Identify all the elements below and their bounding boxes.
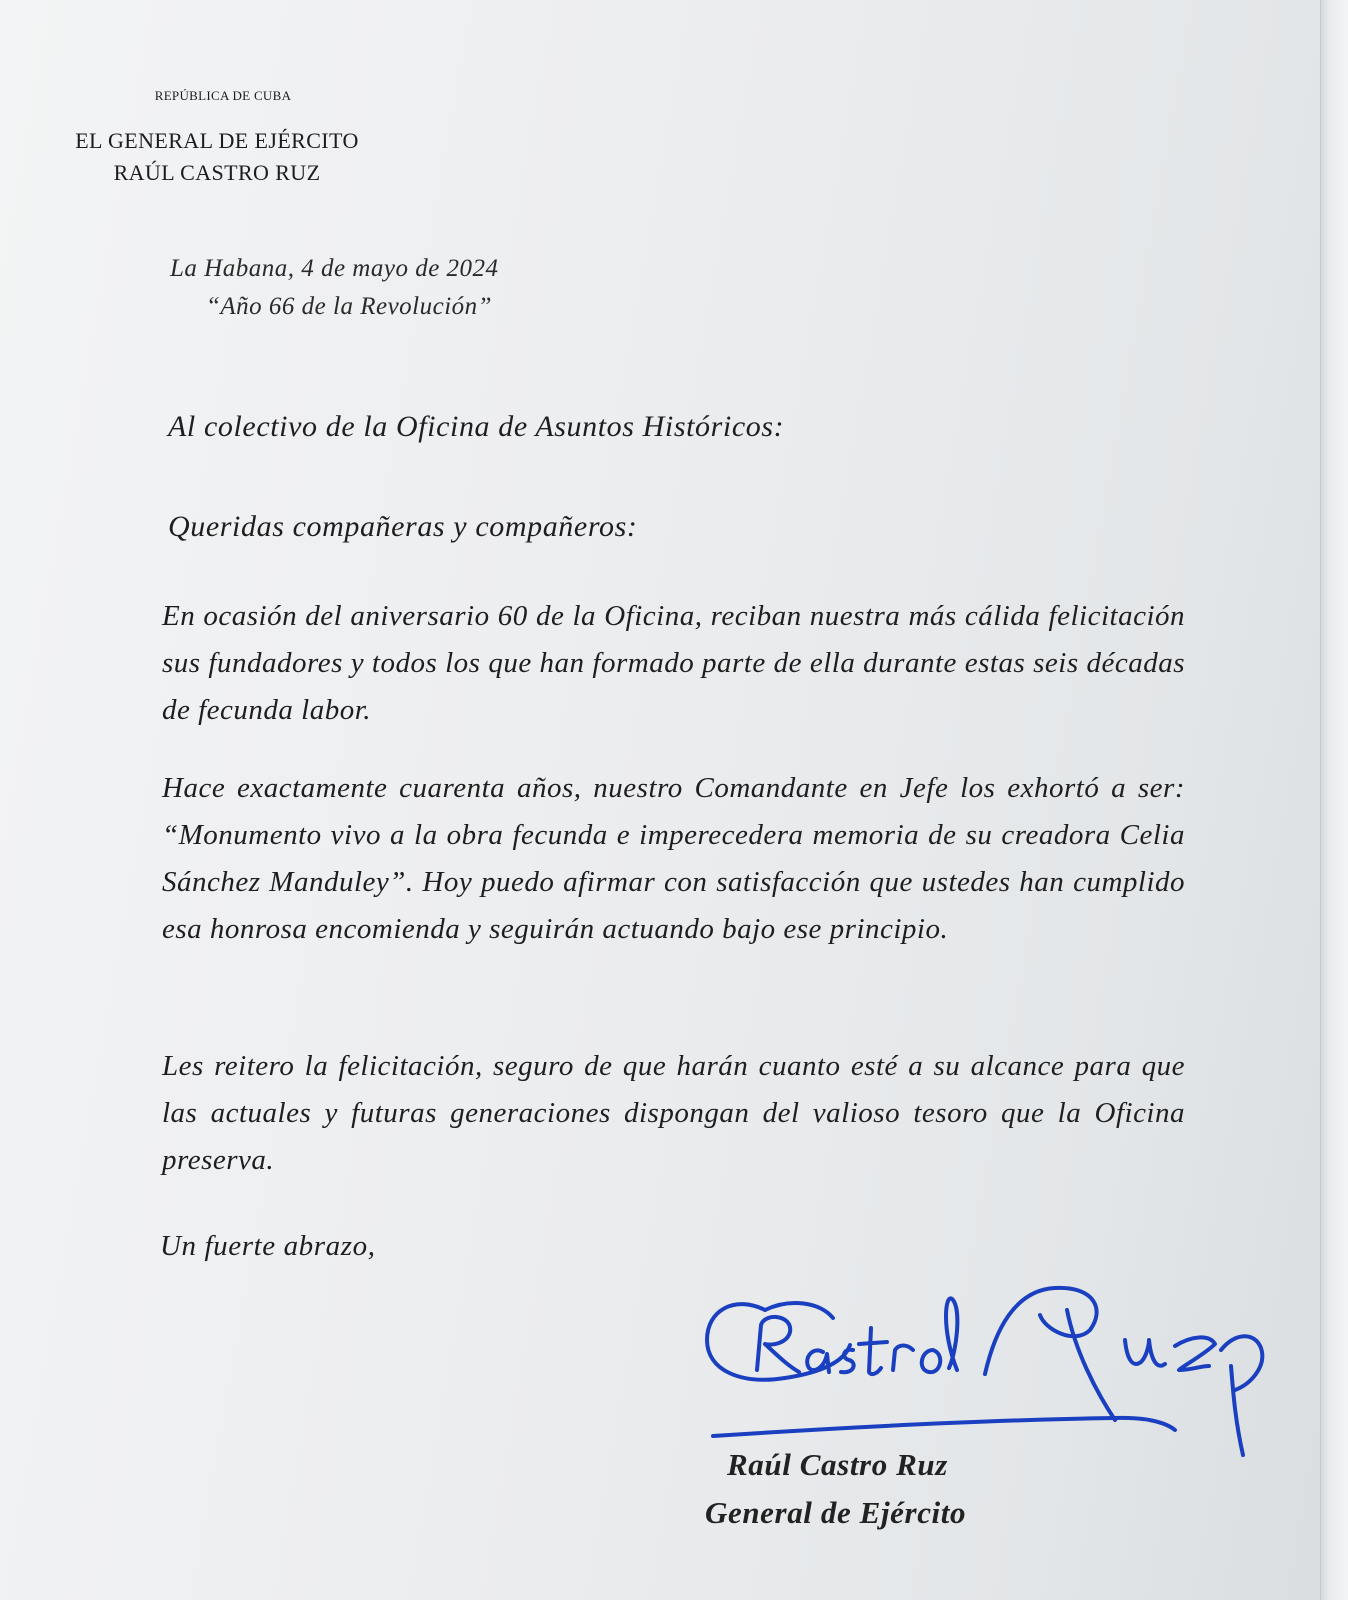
year-motto: “Año 66 de la Revolución” bbox=[206, 293, 493, 320]
body-paragraph-2: Hace exactamente cuarenta años, nuestro Comandante en Jefe los exhortó a ser: “Monumento vivo a la obra fecunda e imperecedera memoria de su creadora Celia Sánchez Manduley”. Hoy puedo afirmar con satisfacción que ustedes han cumplido esa honrosa encomienda y seguirán actuando bajo ese principio. bbox=[162, 772, 1185, 945]
salutation: Queridas compañeras y compañeros: bbox=[168, 510, 638, 543]
letterhead-title: EL GENERAL DE EJÉRCITO bbox=[75, 128, 359, 153]
body-paragraph-1: En ocasión del aniversario 60 de la Oficina, reciban nuestra más cálida felicitación sus fundadores y todos los que han formado parte de ella durante estas seis décadas de fecunda labor. bbox=[162, 600, 1185, 726]
body-paragraph-3: Les reitero la felicitación, seguro de que harán cuanto esté a su alcance para que las actuales y futuras generaciones dispongan del valioso tesoro que la Oficina preserva. bbox=[162, 1050, 1185, 1176]
signatory-name: Raúl Castro Ruz bbox=[727, 1447, 948, 1482]
paper-edge bbox=[1320, 0, 1348, 1600]
signatory-title: General de Ejército bbox=[705, 1495, 967, 1530]
letterhead-country: REPÚBLICA DE CUBA bbox=[154, 88, 292, 103]
closing: Un fuerte abrazo, bbox=[160, 1230, 376, 1262]
addressee: Al colectivo de la Oficina de Asuntos Históricos: bbox=[168, 410, 785, 443]
place-and-date: La Habana, 4 de mayo de 2024 bbox=[170, 255, 499, 282]
letterhead-name: RAÚL CASTRO RUZ bbox=[113, 160, 321, 185]
